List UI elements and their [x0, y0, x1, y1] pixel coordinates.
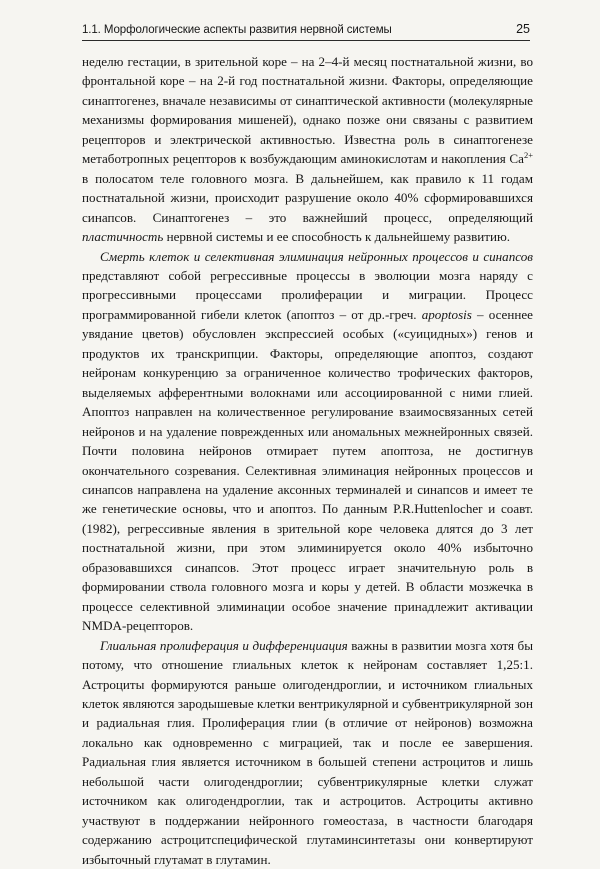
paragraph-2-text-2: – осеннее увядание цветов) обусловлен экспрессией особых («суицидных») генов и продуктов их транскрипции. Факторы, определяющие апоптоз, создают нейронам конкуренцию за ограниченное количество трофических факторов, выделяемых афферентными волокнами или ассоциированной с ними глией. Апоптоз направлен на количественное регулирование взаимосвязанных сетей нейронов и на удаление поврежденных или аномальных межнейронных связей. Почти половина нейронов отмирает путем апоптоза, не достигнув окончательного созревания. Селективная элиминация нейронных процессов и синапсов направлена на удаление аксонных терминалей и синапсов и имеет те же генетические основы, что и апоптоз. По данным P.R.Huttenlocher и соавт. (1982), регрессивные явления в зрительной коре человека длятся до 3 лет постнатальной жизни, при этом элиминируется около 40% избыточно образовавшихся синапсов. Этот процесс играет значительную роль в формировании ствола головного мозга и коры у детей. В области мозжечка в процессе селективной элиминации особое значение принадлежит активации NMDA-рецепторов.	[82, 306, 533, 634]
page-number: 25	[516, 22, 530, 36]
running-header	[82, 16, 530, 41]
paragraph-1-text-3: нервной системы и ее способность к дальнейшему развитию.	[163, 229, 511, 245]
paragraph-apoptosis	[82, 247, 533, 636]
apoptosis-lead-in: Смерть клеток и селективная элиминация нейронных процессов и синапсов	[100, 248, 533, 264]
body-text	[82, 52, 533, 869]
paragraph-1-text-1: неделю гестации, в зрительной коре – на 2–4-й месяц постнатальной жизни, во фронтальной коре – на 2-й год постнатальной жизни. Факторы, определяющие синаптогенез, вначале независимы от синаптической активности (молекулярные механизмы формирования мишеней), однако позже они связаны с развитием рецепторов и электрической активностью. Известна роль в синаптогенезе метаботропных рецепторов к возбуждающим аминокислотам и накопления Ca	[82, 54, 533, 167]
paragraph-1-text-2: в полосатом теле головного мозга. В дальнейшем, как правило к 11 годам постнатальной жизни, происходит разрушение около 40% сформировавшихся синапсов. Синаптогенез – это важнейший процесс, определяющий	[82, 170, 533, 225]
apoptosis-term-emphasis: apoptosis	[421, 306, 472, 322]
plasticity-emphasis: пластичность	[82, 229, 164, 245]
glia-lead-in: Глиальная пролиферация и дифференциация	[100, 637, 348, 653]
chapter-section-title: 1.1. Морфологические аспекты развития нервной системы	[82, 24, 392, 36]
paragraph-glia	[82, 636, 533, 869]
calcium-charge-superscript: 2+	[523, 150, 533, 161]
paragraph-2-text-1: представляют собой регрессивные процессы в эволюции мозга наряду с прогрессивными процессами пролиферации и миграции. Процесс программированной гибели клеток (апоптоз – от др.-греч.	[82, 267, 533, 322]
paragraph-synaptogenesis	[82, 52, 533, 247]
paragraph-3-text-1: важны в развитии мозга хотя бы потому, что отношение глиальных клеток к нейронам составляет 1,25:1. Астроциты формируются раньше олигодендроглии, и источником глиальных клеток являются зародышевые клетки вентрикулярной и субвентрикулярной зон и радиальная глия. Пролиферация глии (в отличие от нейронов) возможна локально как одновременно с миграцией, так и после ее завершения. Радиальная глия является источником в большей степени астроцитов и лишь небольшой части олигодендроглии; субвентрикулярные клетки служат источником как олигодендроглии, так и астроцитов. Астроциты активно участвуют в поддержании нейронного гомеостаза, в частности благодаря содержанию астроцитспецифической глутаминсинтетазы они конвертируют избыточный глутамат в глутамин.	[82, 637, 533, 867]
